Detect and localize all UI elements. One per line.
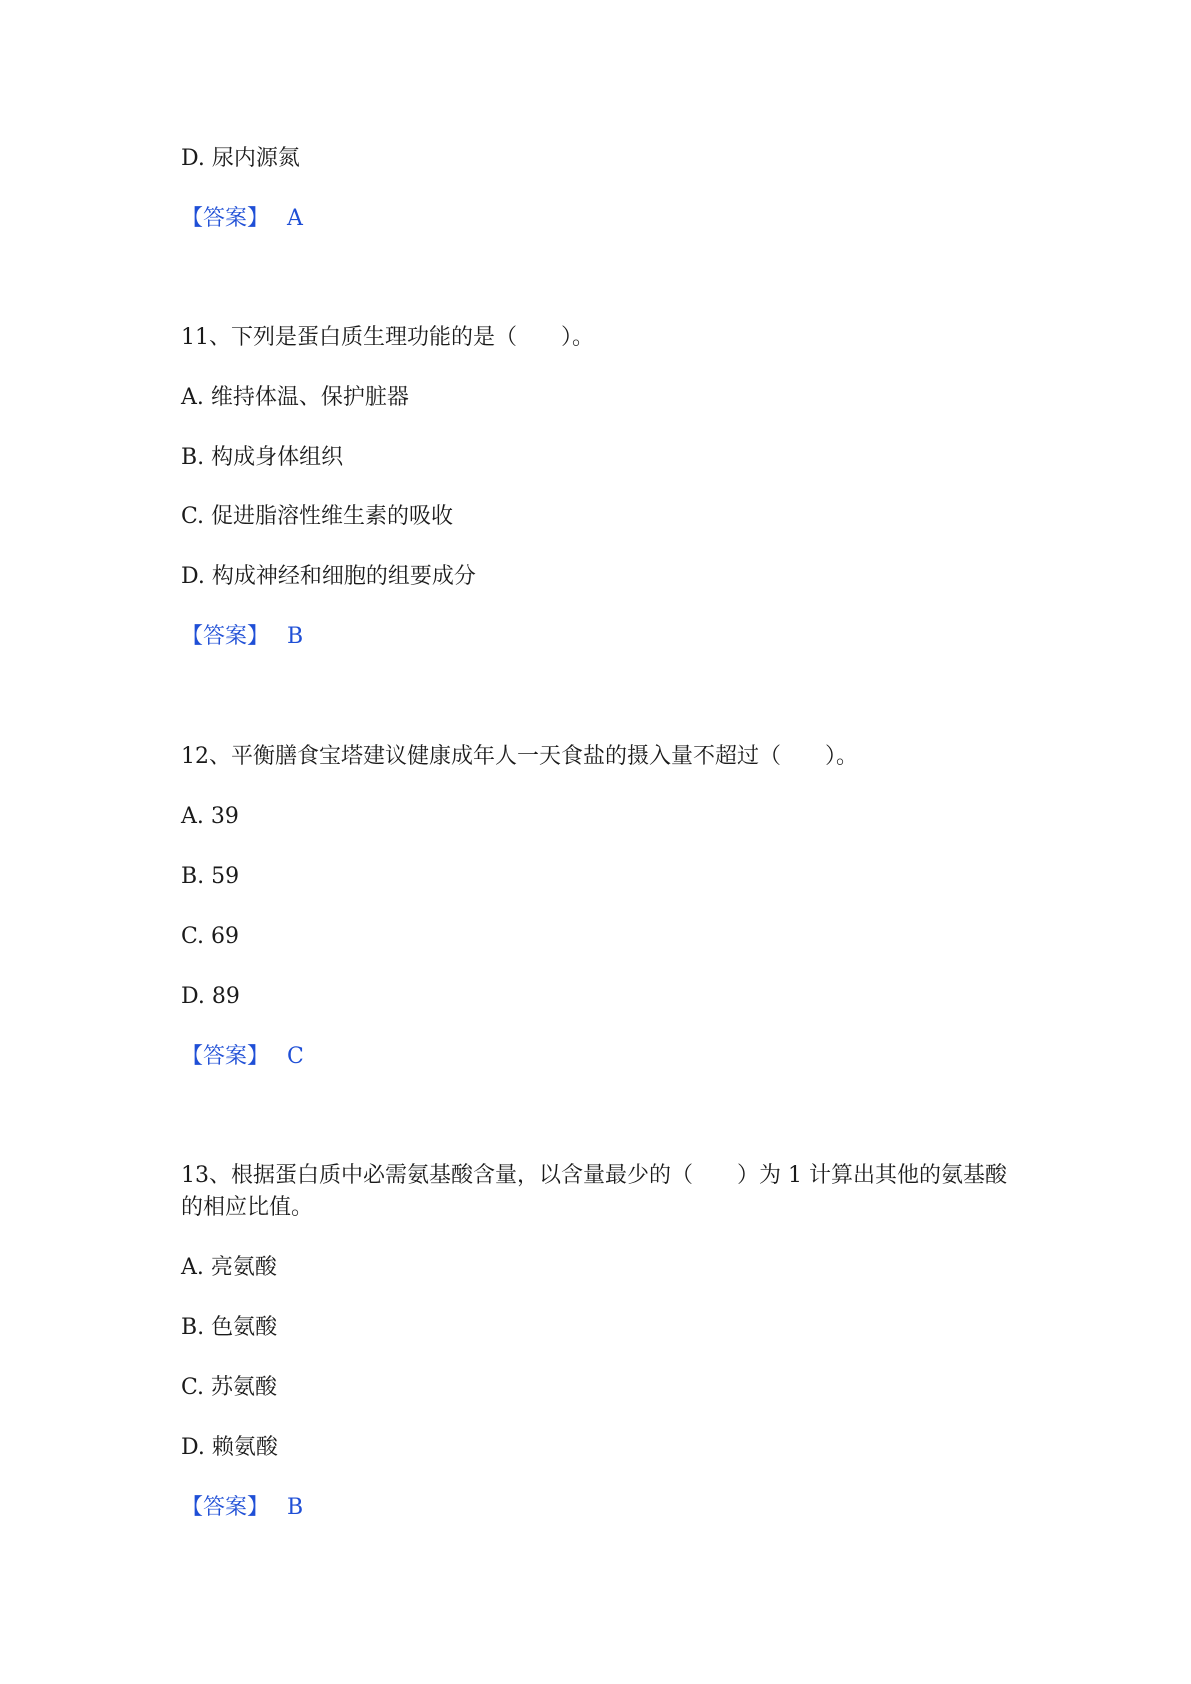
answer-value: A — [287, 206, 303, 231]
question-13-answer — [181, 1492, 303, 1524]
prev-question-answer — [181, 203, 303, 235]
question-12-answer — [181, 1041, 304, 1073]
answer-label: 【答案】 — [181, 624, 270, 649]
question-13-option-c: C. 苏氨酸 — [181, 1375, 278, 1400]
question-12-option-c: C. 69 — [181, 924, 240, 949]
question-13-option-b: B. 色氨酸 — [181, 1315, 278, 1340]
prev-question-option-d: D. 尿内源氮 — [181, 146, 300, 171]
question-12-stem: 12、平衡膳食宝塔建议健康成年人一天食盐的摄入量不超过（ ）。 — [181, 744, 858, 769]
question-12-option-b: B. 59 — [181, 864, 240, 889]
answer-value: C — [287, 1044, 304, 1069]
question-11-option-c: C. 促进脂溶性维生素的吸收 — [181, 504, 454, 529]
answer-value: B — [287, 624, 304, 649]
question-13-option-a: A. 亮氨酸 — [181, 1255, 277, 1280]
answer-label: 【答案】 — [181, 1044, 270, 1069]
question-12-option-a: A. 39 — [181, 804, 239, 829]
question-11-option-d: D. 构成神经和细胞的组要成分 — [181, 564, 476, 589]
answer-label: 【答案】 — [181, 206, 270, 231]
answer-value: B — [287, 1495, 304, 1520]
question-11-stem: 11、下列是蛋白质生理功能的是（ ）。 — [181, 325, 594, 350]
question-12-option-d: D. 89 — [181, 984, 240, 1009]
question-11-option-b: B. 构成身体组织 — [181, 445, 344, 470]
question-13-stem: 13、根据蛋白质中必需氨基酸含量，以含量最少的（ ）为 1 计算出其他的氨基酸的相应比值。 — [181, 1163, 1007, 1220]
question-13-option-d: D. 赖氨酸 — [181, 1435, 278, 1460]
question-11-option-a: A. 维持体温、保护脏器 — [181, 385, 409, 410]
answer-label: 【答案】 — [181, 1495, 270, 1520]
question-11-answer — [181, 621, 303, 653]
